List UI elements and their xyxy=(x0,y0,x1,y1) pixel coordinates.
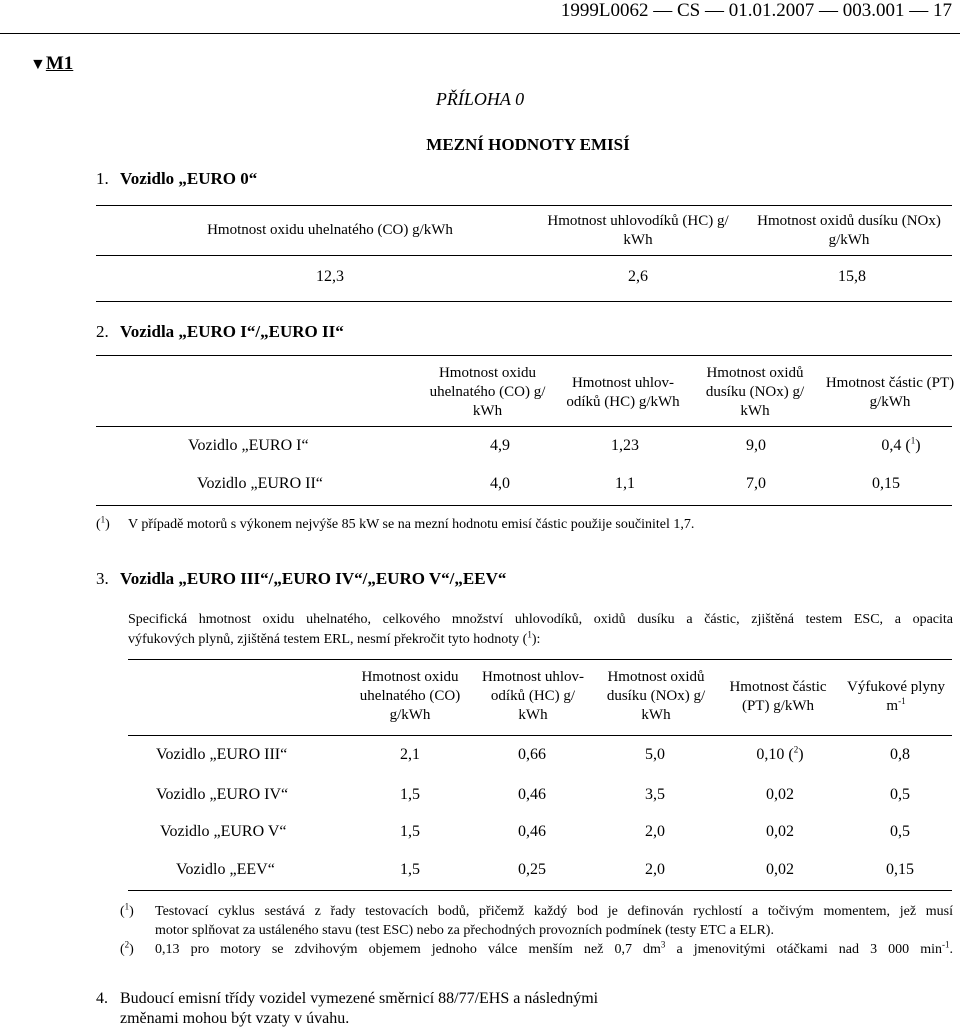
table1-bottom-rule xyxy=(96,301,952,302)
table3-cell: 2,1 xyxy=(400,746,420,763)
table2-cell: 7,0 xyxy=(746,475,766,492)
section-4-number: 4. xyxy=(96,990,108,1007)
table3-cell: 3,5 xyxy=(645,786,665,803)
annex-label: PŘÍLOHA 0 xyxy=(435,89,525,109)
section-title: Vozidlo „EURO 0“ xyxy=(120,169,258,188)
table3-footnote-2: 0,13 pro motory se zdvihovým objemem jednoho válce menším než 0,7 $dm^3$ a jmenovitými otáčkami nad 3 000 $\min^{-1}$. xyxy=(155,939,953,957)
section-title: Vozidla „EURO I“/„EURO II“ xyxy=(120,322,344,341)
table2-cell: 4,9 xyxy=(490,437,510,454)
table2-cell: 1,1 xyxy=(615,475,635,492)
table2-cell: 0,15 xyxy=(872,475,900,492)
table3-col-nox: Hmotnost oxidů dusíku (NOx) g/ kWh xyxy=(606,669,706,723)
table2-row-label: Vozidlo „EURO I“ xyxy=(188,437,309,454)
section-number: 3. xyxy=(96,569,109,588)
table3-row-label: Vozidlo „EURO III“ xyxy=(156,746,288,763)
table2-col-hc: Hmotnost uhlov- odíků (HC) g/kWh xyxy=(566,375,680,410)
section-title: Vozidla „EURO III“/„EURO IV“/„EURO V“/„EEV“ xyxy=(120,569,507,588)
table2-row-label: Vozidlo „EURO II“ xyxy=(197,475,323,492)
table3-cell: 0,5 xyxy=(890,823,910,840)
table3-row-label: Vozidlo „EURO IV“ xyxy=(156,786,289,803)
table2-col-pt: Hmotnost částic (PT) g/kWh xyxy=(825,375,955,410)
cell-value: 0,4 ( xyxy=(881,437,911,454)
table1-col-co: Hmotnost oxidu uhelnatého (CO) g/kWh xyxy=(207,222,453,238)
triangle-down-icon: ▼ xyxy=(30,56,46,73)
table2-footnote-text: V případě motorů s výkonem nejvýše 85 kW se na mezní hodnotu emisí částic použije součinitel 1,7. xyxy=(128,517,695,532)
table3-cell: 1,5 xyxy=(400,786,420,803)
footnote-ref[interactable]: 1 xyxy=(910,435,916,446)
table3-bottom-rule xyxy=(128,890,952,891)
table2-bottom-rule xyxy=(96,505,952,506)
table3-footnote-1-line1: Testovací cyklus sestává z řady testovacích bodů, přičemž každý bod je definován rychlostí a točivým momentem, jež musí xyxy=(155,904,953,919)
table2-header-rule xyxy=(96,426,952,427)
table3-cell: 0,25 xyxy=(518,861,546,878)
amendment-label: M1 xyxy=(45,53,74,74)
table3-top-rule xyxy=(128,659,952,660)
table2-col-nox: Hmotnost oxidů dusíku (NOx) g/ kWh xyxy=(705,365,805,419)
document-reference: 1999L0062 — CS — 01.01.2007 — 003.001 — 17 xyxy=(560,0,952,21)
table3-cell: 0,5 xyxy=(890,786,910,803)
table1-value-nox: 15,8 xyxy=(838,268,866,285)
footnote-ref[interactable]: 1 xyxy=(527,629,532,640)
footnote-mark: ($^1$) xyxy=(96,514,110,532)
footnote-mark: ($^2$) xyxy=(120,939,134,957)
table3-cell: 0,02 xyxy=(766,823,794,840)
table3-cell: 0,02 xyxy=(766,861,794,878)
table3-row-label: Vozidlo „EURO V“ xyxy=(160,823,287,840)
section3-intro-line1: Specifická hmotnost oxidu uhelnatého, celkového množství uhlovodíků, oxidů dusíku a částic, zjištěná testem ESC, a opacita xyxy=(128,612,953,627)
footnote-ref[interactable]: 2 xyxy=(793,744,799,755)
table1-value-hc: 2,6 xyxy=(628,268,648,285)
table3-header-rule xyxy=(128,735,952,736)
table2-cell: 1,23 xyxy=(611,437,639,454)
table1-top-rule xyxy=(96,205,952,206)
table3-footnote-1-line2: motor splňovat za ustáleného stavu (test ESC) nebo za přechodných provozních podmínek (testy ETC a ELR). xyxy=(155,923,774,938)
table1-header-rule xyxy=(96,255,952,256)
table3-cell: 5,0 xyxy=(645,746,665,763)
annex-title: MEZNÍ HODNOTY EMISÍ xyxy=(426,135,630,154)
table2-col-co: Hmotnost oxidu uhelnatého (CO) g/ kWh xyxy=(429,365,546,419)
table3-cell: 1,5 xyxy=(400,861,420,878)
table3-cell: 0,15 xyxy=(886,861,914,878)
table1-col-hc: Hmotnost uhlovodíků (HC) g/ kWh xyxy=(547,213,729,248)
cell-close: ) xyxy=(915,437,921,454)
table3-row-label: Vozidlo „EEV“ xyxy=(176,861,275,878)
table2-cell: 4,0 xyxy=(490,475,510,492)
table3-cell: 0,02 xyxy=(766,786,794,803)
section3-intro-line2: výfukových plynů, zjištěná testem ERL, nesmí překročit tyto hodnoty ($^1$): xyxy=(128,629,541,647)
section-4-line1: Budoucí emisní třídy vozidel vymezené směrnicí 88/77/EHS a následnými xyxy=(120,990,599,1007)
section-4-line2: změnami mohou být vzaty v úvahu. xyxy=(120,1010,350,1027)
section-number: 2. xyxy=(96,322,109,341)
table1-value-co: 12,3 xyxy=(316,268,344,285)
section-number: 1. xyxy=(96,169,109,188)
table1-col-nox: Hmotnost oxidů dusíku (NOx) g/kWh xyxy=(757,213,941,248)
table2-top-rule xyxy=(96,355,952,356)
table3-cell: 2,0 xyxy=(645,861,665,878)
footnote-mark: ($^1$) xyxy=(120,901,134,919)
table3-cell: 1,5 xyxy=(400,823,420,840)
table3-col-hc: Hmotnost uhlov- odíků (HC) g/ kWh xyxy=(481,669,585,723)
table3-cell: 0,46 xyxy=(518,823,546,840)
table3-cell: 2,0 xyxy=(645,823,665,840)
amendment-marker xyxy=(30,53,73,75)
table3-cell: 0,8 xyxy=(890,746,910,763)
table3-col-co: Hmotnost oxidu uhelnatého (CO) g/kWh xyxy=(359,669,461,723)
table3-cell-footnoted: 0,10 ($^2$) xyxy=(756,744,804,763)
table2-cell: 9,0 xyxy=(746,437,766,454)
section-1-heading xyxy=(96,169,257,189)
table3-cell: 0,66 xyxy=(518,746,546,763)
table2-cell-footnoted xyxy=(846,437,956,455)
section-2-heading xyxy=(96,322,344,342)
table3-cell: 0,46 xyxy=(518,786,546,803)
table3-col-pt: Hmotnost částic (PT) g/kWh xyxy=(729,679,827,714)
header-rule xyxy=(0,33,960,34)
section-3-heading xyxy=(96,569,506,589)
table3-col-opacity: Výfukové plyny $m^{-1}$ xyxy=(847,679,945,714)
